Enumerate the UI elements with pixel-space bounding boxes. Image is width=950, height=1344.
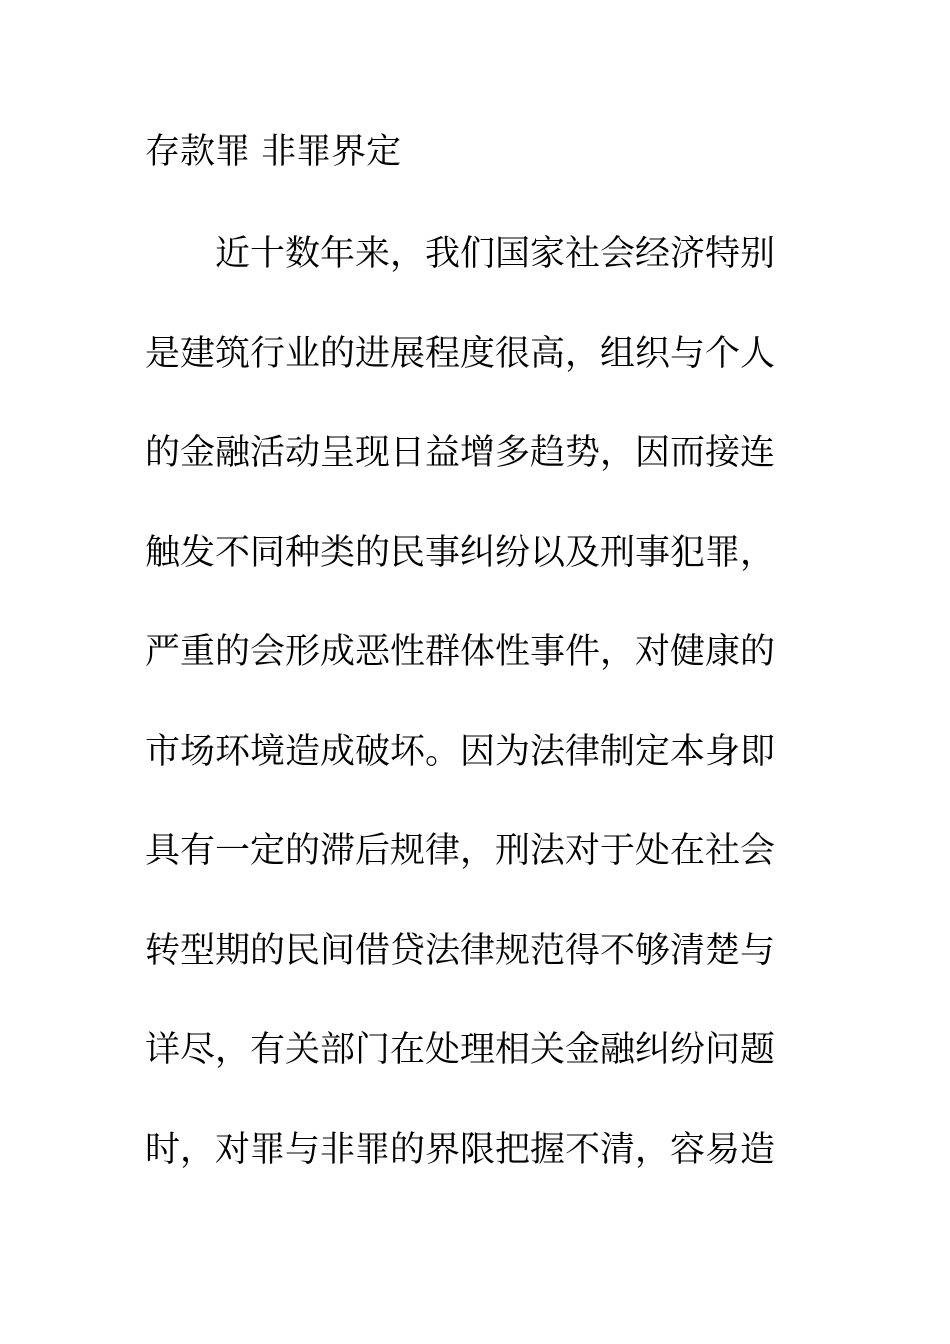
text-line: 严重的会形成恶性群体性事件，对健康的	[145, 632, 776, 672]
text-line: 的金融活动呈现日益增多趋势，因而接连	[145, 433, 776, 473]
text-line: 触发不同种类的民事纠纷以及刑事犯罪，	[145, 533, 776, 573]
text-line: 市场环境造成破坏。因为法律制定本身即	[145, 732, 776, 772]
text-line: 近十数年来，我们国家社会经济特别	[215, 234, 776, 274]
text-line: 是建筑行业的进展程度很高，组织与个人	[145, 334, 776, 374]
text-line: 转型期的民间借贷法律规范得不够清楚与	[145, 931, 776, 971]
text-line: 详尽，有关部门在处理相关金融纠纷问题	[145, 1030, 776, 1070]
text-line-heading: 存款罪 非罪界定	[145, 132, 402, 172]
text-line: 时，对罪与非罪的界限把握不清，容易造	[145, 1130, 776, 1170]
text-line: 具有一定的滞后规律，刑法对于处在社会	[145, 831, 776, 871]
